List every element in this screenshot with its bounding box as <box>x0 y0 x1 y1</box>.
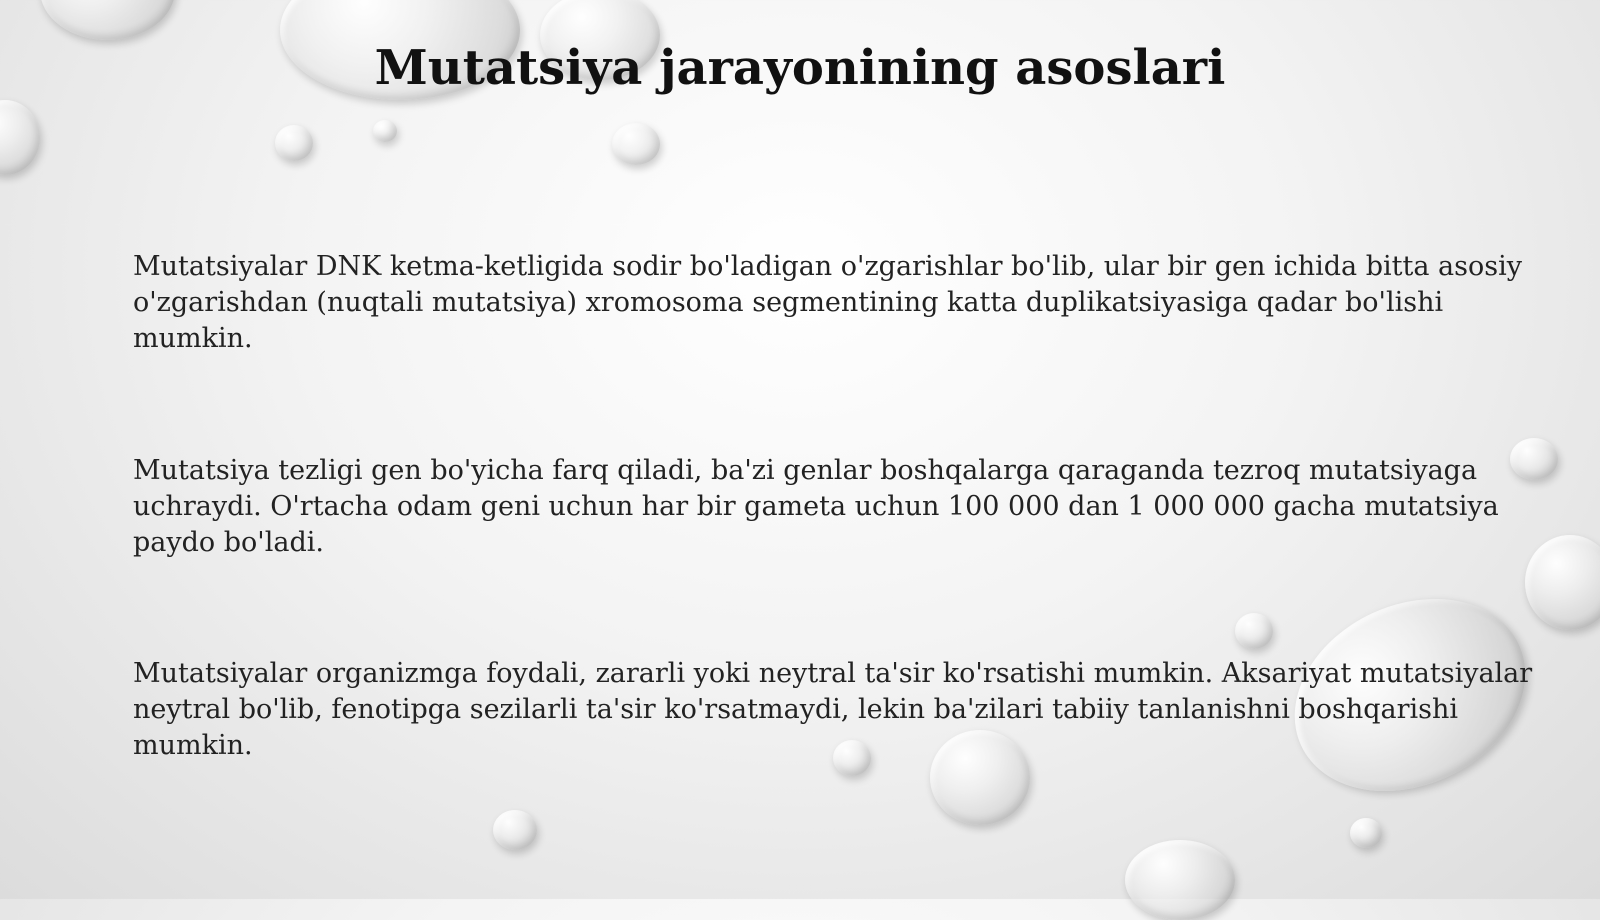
water-drop <box>493 810 537 850</box>
paragraph-mutation-effects: Mutatsiyalar organizmga foydali, zararli yoki neytral ta'sir ko'rsatishi mumkin. Aksariyat mutatsiyalar neytral bo'lib, fenotipga sezilarli ta'sir ko'rsatmaydi, lekin ba'zilari tabiiy tanlanishni boshqarishi mumkin. <box>133 658 1533 761</box>
water-drop <box>275 125 313 161</box>
water-drop <box>1525 535 1600 630</box>
paragraph-mutation-definition: Mutatsiyalar DNK ketma-ketligida sodir bo'ladigan o'zgarishlar bo'lib, ular bir gen ichida bitta asosiy o'zgarishdan (nuqtali mutatsiya) xromosoma segmentining katta duplikatsiyasiga qadar bo'lishi mumkin. <box>133 251 1522 354</box>
water-drop <box>40 0 175 40</box>
water-drop <box>0 100 40 175</box>
paragraph-mutation-rate: Mutatsiya tezligi gen bo'yicha farq qiladi, ba'zi genlar boshqalarga qaraganda tezroq mutatsiyaga uchraydi. O'rtacha odam geni uchun har bir gameta uchun 100 000 dan 1 000 000 gacha mutatsiya paydo bo'ladi. <box>133 455 1499 558</box>
water-drop <box>1125 840 1235 920</box>
water-drop <box>373 120 397 142</box>
water-drop <box>1235 613 1273 649</box>
water-drop <box>1350 818 1382 848</box>
slide-title: Mutatsiya jarayonining asoslari <box>374 40 1226 96</box>
water-drop <box>612 123 660 165</box>
